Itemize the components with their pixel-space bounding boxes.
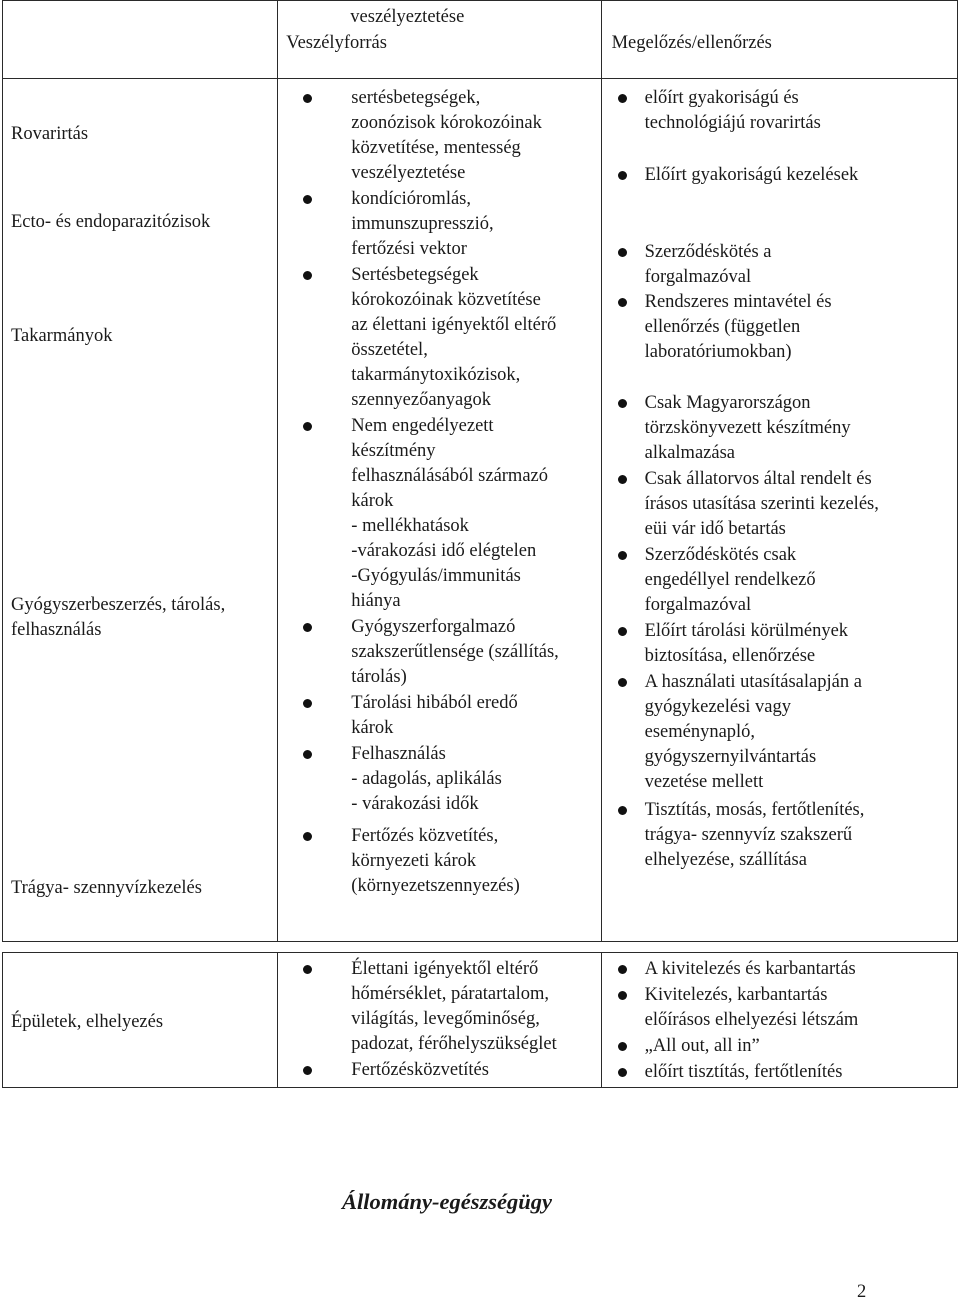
section-heading: Állomány-egészségügy: [342, 1189, 552, 1214]
category-rovarirtas: Rovarirtás: [11, 124, 89, 144]
list-item: Nem engedélyezett készítmény felhasználásából származó károk - mellékhatások -várakozási idő elégtelen -Gyógyulás/immunitás hiánya: [278, 414, 600, 614]
list-item: sertésbetegségek, zoonózisok kórokozóinak közvetítése, mentesség veszélyeztetése: [278, 86, 600, 186]
buildings-category-cell: [3, 953, 278, 1088]
category-epuletek: Épületek, elhelyezés: [11, 1012, 164, 1032]
header-top-fragment: veszélyeztetése: [350, 7, 465, 27]
list-item: Előírt gyakoriságú kezelések: [602, 163, 957, 188]
buildings-row: [3, 953, 958, 1088]
buildings-table: [2, 952, 958, 1088]
header-source-label: Veszélyforrás: [286, 33, 387, 53]
prevention-column: [601, 79, 957, 942]
list-item: Élettani igényektől eltérő hőmérséklet, páratartalom, világítás, levegőminőség, padozat, férőhelyszükséglet: [278, 957, 600, 1057]
table-body-row: [3, 79, 958, 942]
list-item: A használati utasításalapján a gyógykezelési vagy eseménynapló, gyógyszernyilvántartás vezetése mellett: [602, 670, 957, 795]
header-cell-prevention: [601, 1, 957, 79]
category-column: [3, 79, 278, 942]
header-cell-source: [278, 1, 601, 79]
list-item: A kivitelezés és karbantartás: [602, 957, 957, 982]
category-parazitozisok: Ecto- és endoparazitózisok: [11, 212, 211, 232]
page-number: 2: [857, 1282, 867, 1302]
header-prevention-label: Megelőzés/ellenőrzés: [611, 33, 772, 53]
list-item: Előírt tárolási körülmények biztosítása, ellenőrzése: [602, 619, 957, 669]
category-tragya: Trágya- szennyvízkezelés: [11, 878, 202, 898]
list-item: „All out, all in”: [602, 1034, 957, 1059]
buildings-prevention-cell: [601, 953, 957, 1088]
list-item: Gyógyszerforgalmazó szakszerűtlensége (szállítás, tárolás): [278, 615, 600, 690]
list-item: Szerződéskötés a forgalmazóval: [602, 240, 957, 290]
category-takarmanyok: Takarmányok: [11, 326, 113, 346]
header-cell-category: [3, 1, 278, 79]
list-item: Felhasználás - adagolás, aplikálás - várakozási idők: [278, 742, 600, 817]
category-gyogyszer: Gyógyszerbeszerzés, tárolás, felhasználás: [11, 595, 226, 640]
hazard-table: [2, 0, 958, 942]
list-item: Fertőzésközvetítés: [278, 1058, 600, 1083]
list-item: előírt gyakoriságú és technológiájú rovarirtás: [602, 86, 957, 136]
list-item: Fertőzés közvetítés, környezeti károk (környezetszennyezés): [278, 824, 600, 899]
list-item: Sertésbetegségek kórokozóinak közvetítése az élettani igényektől eltérő összetétel, takarmánytoxikózisok, szennyezőanyagok: [278, 263, 600, 413]
buildings-source-cell: [278, 953, 601, 1088]
list-item: Rendszeres mintavétel és ellenőrzés (független laboratóriumokban): [602, 290, 957, 365]
list-item: Tárolási hibából eredő károk: [278, 691, 600, 741]
table-header-row: [3, 1, 958, 79]
list-item: kondícióromlás, immunszupresszió, fertőzési vektor: [278, 187, 600, 262]
list-item: Kivitelezés, karbantartás előírásos elhelyezési létszám: [602, 983, 957, 1033]
list-item: előírt tisztítás, fertőtlenítés: [602, 1060, 957, 1085]
list-item: Szerződéskötés csak engedéllyel rendelkező forgalmazóval: [602, 543, 957, 618]
list-item: Csak Magyarországon törzskönyvezett készítmény alkalmazása: [602, 391, 957, 466]
list-item: Csak állatorvos által rendelt és írásos utasítása szerinti kezelés, eüi vár idő betartás: [602, 467, 957, 542]
source-column: [278, 79, 601, 942]
list-item: Tisztítás, mosás, fertőtlenítés, trágya- szennyvíz szakszerű elhelyezése, szállítása: [602, 798, 957, 873]
